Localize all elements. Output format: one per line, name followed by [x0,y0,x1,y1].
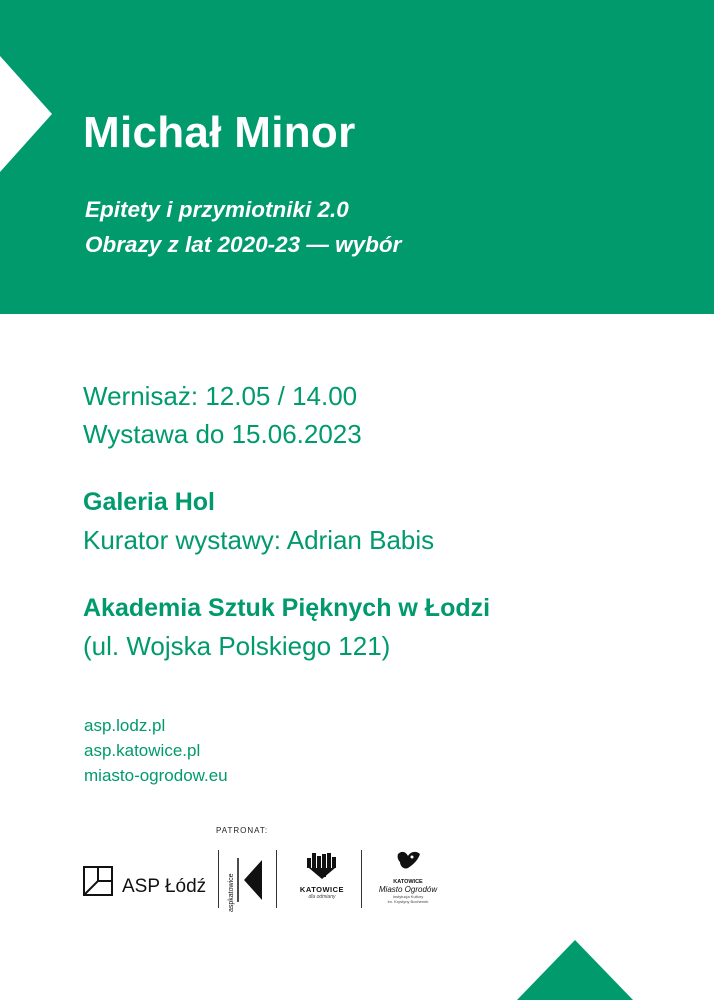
exhibition-end-date: Wystawa do 15.06.2023 [83,419,362,449]
link-asp-katowice[interactable]: asp.katowice.pl [84,741,201,760]
header-banner [0,0,714,314]
academy-address: (ul. Wojska Polskiego 121) [83,631,391,661]
gallery-name: Galeria Hol [83,488,215,516]
event-info [83,377,490,665]
divider [218,850,219,908]
asp-lodz-logo-text: ASP Łódź [122,876,207,897]
katowice-logo-text: KATOWICE [299,885,345,894]
ogrody-logo-small-1: Instytucja Kultury [392,894,424,899]
exhibition-subtitle [85,192,401,262]
katowice-heart-icon [305,850,339,880]
logo-strip [0,840,714,920]
bird-icon [394,848,422,874]
ogrody-logo-small-2: im. Krystyny Bochenek [387,899,429,904]
divider [276,850,277,908]
asp-katowice-logo-text: aspkatowice [228,873,235,912]
subtitle-line-2: Obrazy z lat 2020-23 — wybór [85,232,402,257]
ogrody-logo-top: KATOWICE [393,879,423,885]
academy-name: Akademia Sztuk Pięknych w Łodzi [83,594,491,622]
link-miasto-ogrodow[interactable]: miasto-ogrodow.eu [84,766,228,785]
katowice-logo-tagline: dla odmiany [308,894,336,900]
miasto-ogrodow-logo [374,848,442,904]
asp-lodz-logo-icon [83,866,113,896]
patronat-label: PATRONAT: [216,826,269,835]
corner-triangle-icon [517,940,633,1000]
asp-katowice-logo-icon [236,854,276,906]
curator: Kurator wystawy: Adrian Babis [83,525,435,555]
link-asp-lodz[interactable]: asp.lodz.pl [84,716,166,735]
ogrody-logo-name: Miasto Ogrodów [378,885,438,894]
katowice-city-logo [292,850,352,900]
website-links [84,713,228,788]
opening-date: Wernisaż: 12.05 / 14.00 [83,381,358,411]
divider [361,850,362,908]
arrow-shape-icon [0,56,52,172]
artist-name: Michał Minor [83,108,356,157]
subtitle-line-1: Epitety i przymiotniki 2.0 [85,197,349,222]
